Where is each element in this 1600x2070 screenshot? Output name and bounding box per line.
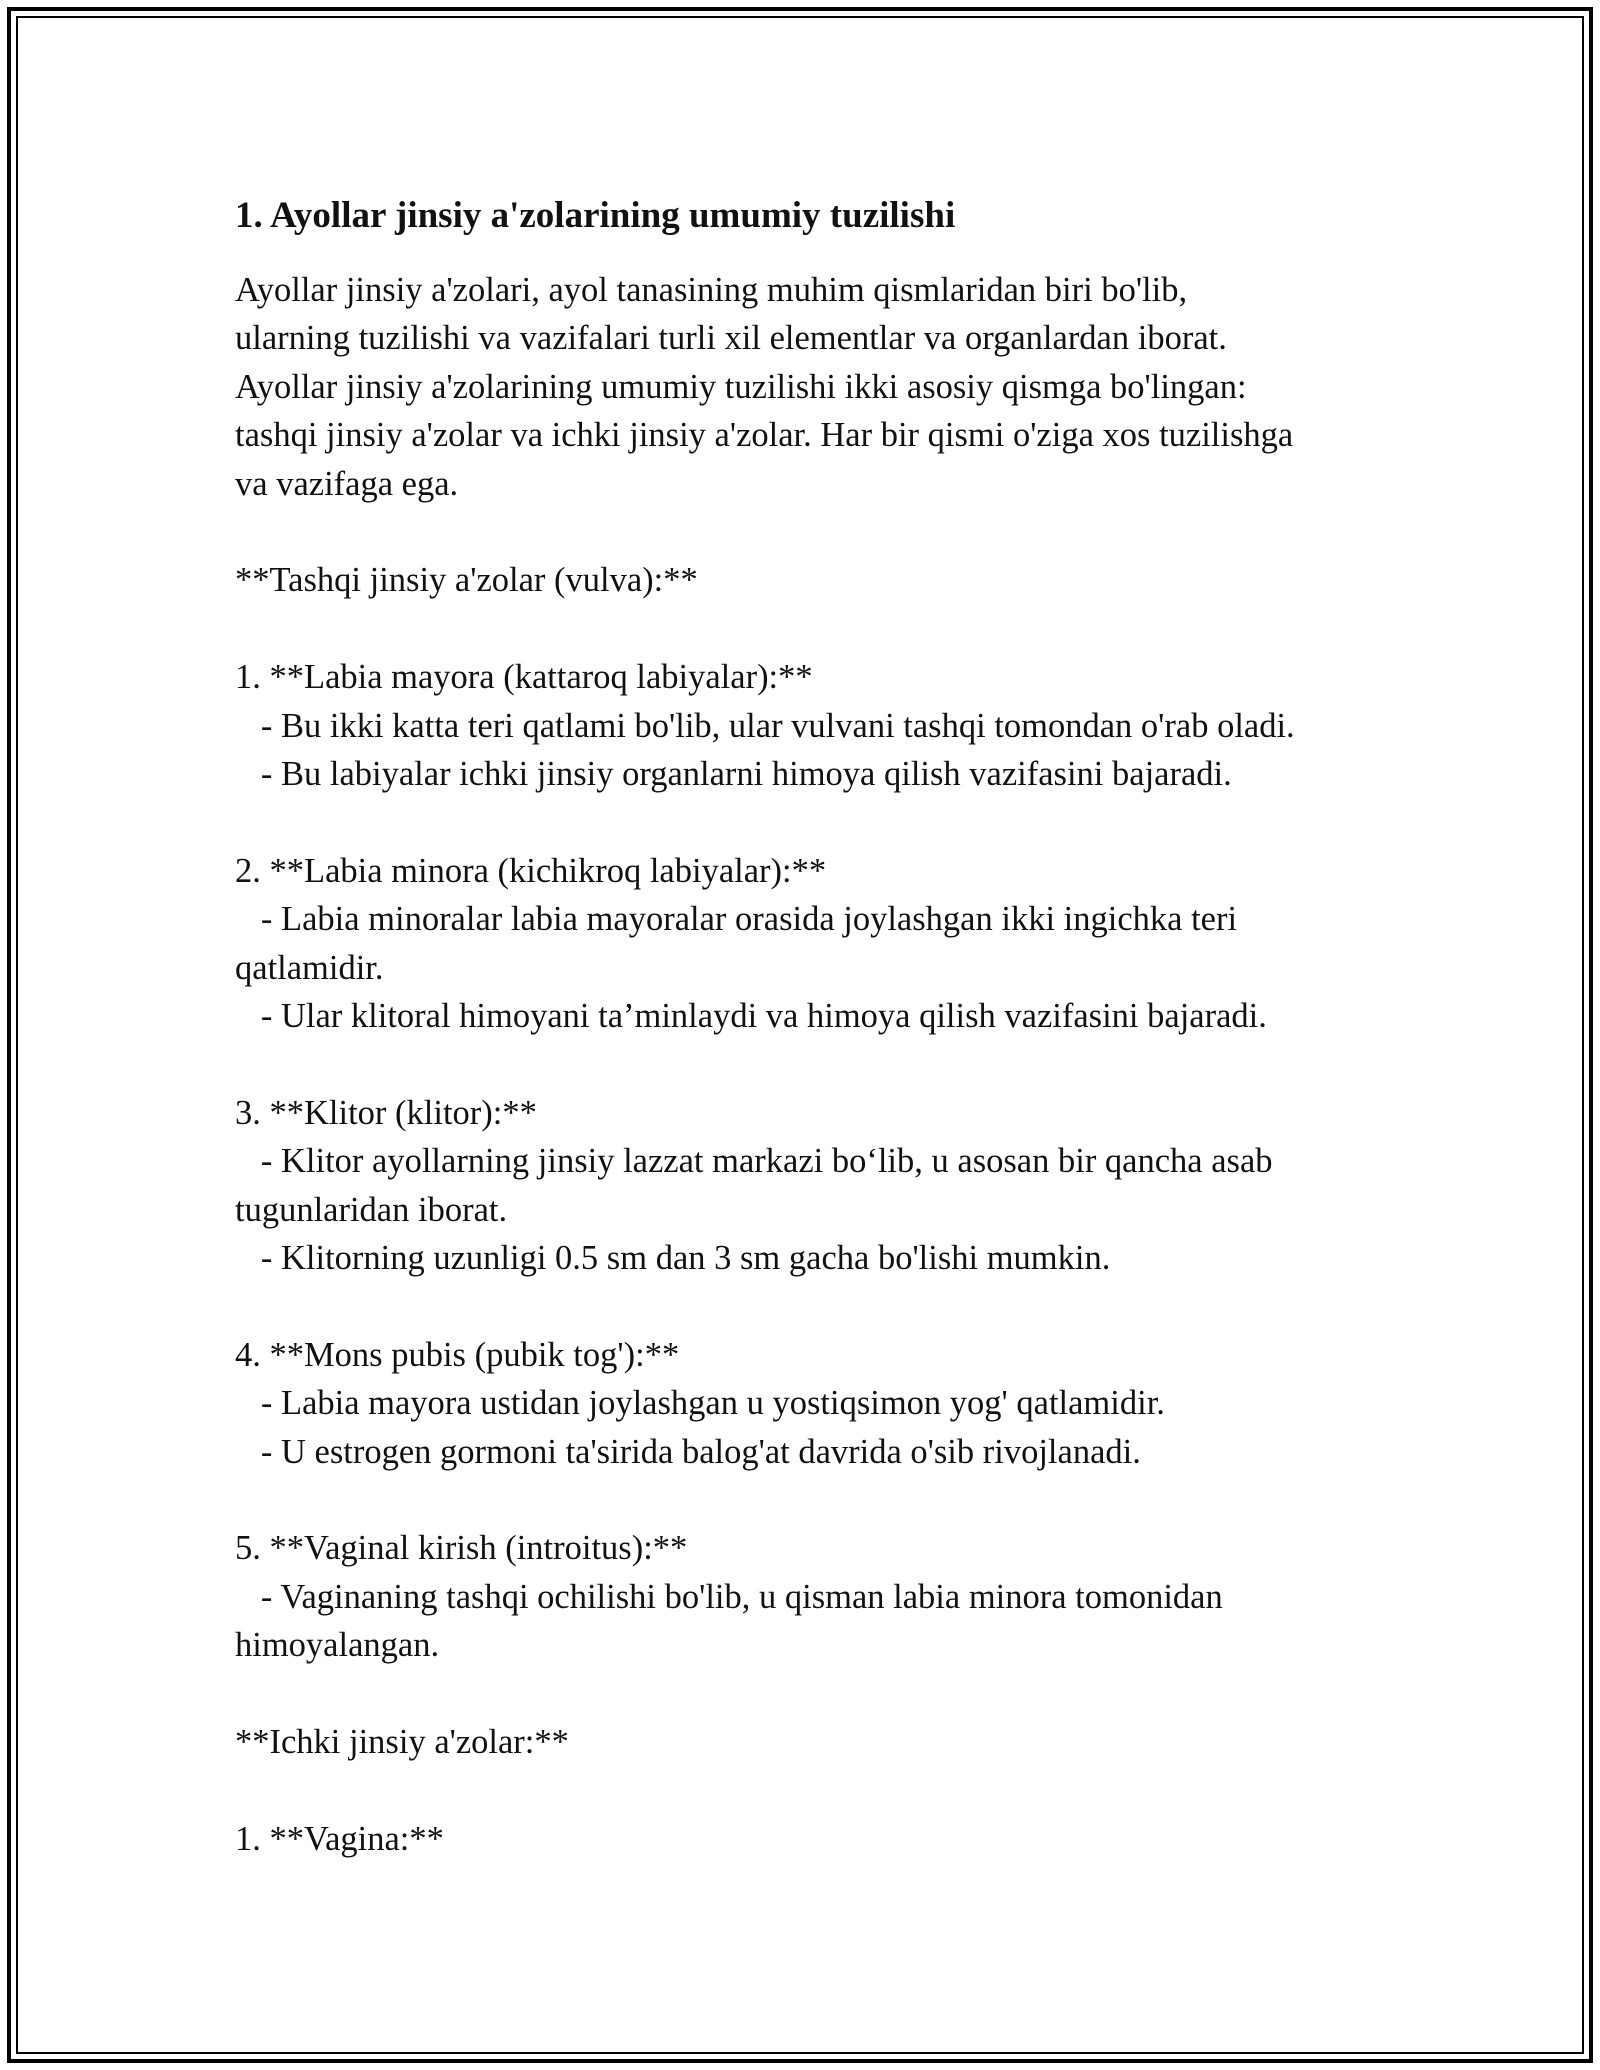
item-bullet: - Ular klitoral himoyani ta’minlaydi va himoya qilish vazifasini bajaradi. bbox=[235, 997, 1267, 1036]
item-bullet: - Labia minoralar labia mayoralar orasida joylashgan ikki ingichka teri bbox=[235, 900, 1238, 939]
item-bullet: - Bu ikki katta teri qatlami bo'lib, ular vulvani tashqi tomondan o'rab oladi. bbox=[235, 706, 1295, 745]
item-bullet: - U estrogen gormoni ta'sirida balog'at davrida o'sib rivojlanadi. bbox=[235, 1432, 1141, 1471]
item-bullet: - Vaginaning tashqi ochilishi bo'lib, u qisman labia minora tomonidan bbox=[235, 1577, 1223, 1616]
intro-line: Ayollar jinsiy a'zolarining umumiy tuzilishi ikki asosiy qismga bo'lingan: bbox=[235, 367, 1247, 406]
item-heading: 3. **Klitor (klitor):** bbox=[235, 1093, 537, 1132]
item-bullet: tugunlaridan iborat. bbox=[235, 1190, 508, 1229]
item-bullet: - Labia mayora ustidan joylashgan u yostiqsimon yog' qatlamidir. bbox=[235, 1384, 1165, 1423]
section-heading-internal: **Ichki jinsiy a'zolar:** bbox=[235, 1723, 569, 1762]
item-heading: 1. **Labia mayora (kattaroq labiyalar):** bbox=[235, 658, 813, 697]
intro-line: tashqi jinsiy a'zolar va ichki jinsiy a'zolar. Har bir qismi o'ziga xos tuzilishga bbox=[235, 416, 1294, 455]
list-item bbox=[235, 653, 1395, 798]
item-bullet: qatlamidir. bbox=[235, 948, 384, 987]
item-bullet: - Klitorning uzunligi 0.5 sm dan 3 sm gacha bo'lishi mumkin. bbox=[235, 1239, 1111, 1278]
intro-line: va vazifaga ega. bbox=[235, 464, 459, 503]
item-heading: 2. **Labia minora (kichikroq labiyalar):** bbox=[235, 851, 827, 890]
item-bullet: - Bu labiyalar ichki jinsiy organlarni himoya qilish vazifasini bajaradi. bbox=[235, 755, 1232, 794]
intro-line: Ayollar jinsiy a'zolari, ayol tanasining muhim qismlaridan biri bo'lib, bbox=[235, 271, 1188, 309]
document-title: 1. Ayollar jinsiy a'zolarining umumiy tuzilishi bbox=[235, 195, 956, 236]
intro-paragraph bbox=[235, 266, 1395, 508]
item-bullet: himoyalangan. bbox=[235, 1626, 440, 1665]
item-heading: 1. **Vagina:** bbox=[235, 1819, 444, 1858]
item-heading: 4. **Mons pubis (pubik tog'):** bbox=[235, 1335, 680, 1374]
section-heading-external: **Tashqi jinsiy a'zolar (vulva):** bbox=[235, 561, 698, 600]
list-item bbox=[235, 1524, 1395, 1669]
item-bullet: - Klitor ayollarning jinsiy lazzat markazi bo‘lib, u asosan bir qancha asab bbox=[235, 1142, 1273, 1181]
document-page bbox=[235, 190, 1395, 1863]
list-item bbox=[235, 1089, 1395, 1283]
item-heading: 5. **Vaginal kirish (introitus):** bbox=[235, 1529, 688, 1568]
intro-line: ularning tuzilishi va vazifalari turli xil elementlar va organlardan iborat. bbox=[235, 319, 1227, 358]
list-item bbox=[235, 1331, 1395, 1476]
list-item bbox=[235, 847, 1395, 1041]
